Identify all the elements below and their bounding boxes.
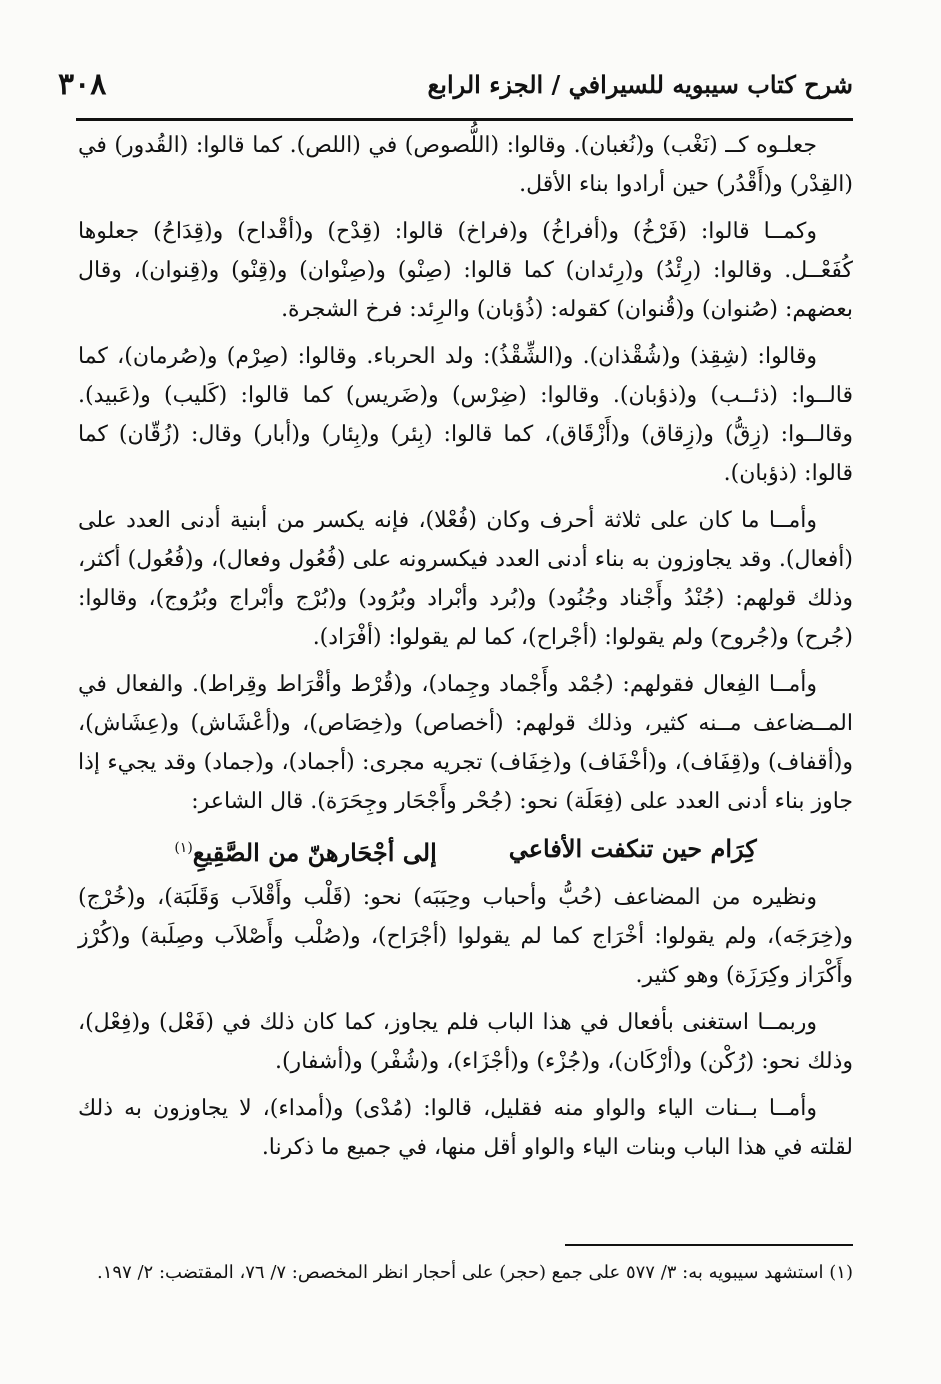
footnote-divider [565,1244,853,1246]
main-text [78,126,853,1175]
page-number: ٣٠٨ [58,66,107,102]
verse-second-hemistich-text: إلى أجْحَارهنّ من الصَّقِيعِ [192,838,437,867]
footnote: (١) استشهد سيبويه به: ٣/ ٥٧٧ على جمع (حجر) على أحجار انظر المخصص: ٧/ ٧٦، المقتضب: ٢/ ١٩٧. [97,1262,853,1283]
verse-second-hemistich [174,829,436,872]
verse-first-hemistich: كِرَام حين تنكفت الأفاعي [508,834,757,863]
paragraph: وأمــا ما كان على ثلاثة أحرف وكان (فُعْلا)، فإنه يكسر من أبنية أدنى العدد على (أفعال). وقد يجاوزون به بناء أدنى العدد فيكسرونه على (فُعُول وفعال)، و(فُعُول) أكثر، وذلك قولهم: (جُنْدُ وأَجْناد وجُنُود) و(بُرد وأبْراد وبُرُود) و(بُرْج وأبْراج وبُرُوج)، وقالوا: (جُرح) و(جُروح) ولم يقولوا: (أجْراح)، كما لم يقولوا: (أفْرَاد). [78,508,853,650]
paragraph: جعلـوه كــ (نَغْب) و(نُغبان). وقالوا: (اللُّصوص) في (اللص). كما قالوا: (القُدور) في (القِدْر) و(أَقْدُر) حين أرادوا بناء الأقل. [78,133,853,197]
poetry-verse [78,829,853,872]
paragraph: وقالوا: (شِقِذ) و(شُقْذان). و(الشِّقْذُ): ولد الحرباء. وقالوا: (صِرْم) و(صُرمان)، كما قالــوا: (ذئــب) و(ذؤبان). وقالوا: (ضِرْس) و(ضَريس) كما قالوا: (كَليب) و(عَبيد). وقالــوا: (زِقُّ) و(زِقاق) و(أَزْقَاق)، كما قالوا: (بِئر) و(بِئار) و(أبار) وقال: (زُقّان) كما قالوا: (ذؤبان). [78,344,853,486]
paragraph: وأمــا بــنات الياء والواو منه فقليل، قالوا: (مُدْى) و(أمداء)، لا يجاوزون به ذلك لقلته في هذا الباب وبنات الياء والواو أقل منها، في جميع ما ذكرنا. [78,1096,853,1160]
paragraph: وربمــا استغنى بأفعال في هذا الباب فلم يجاوز، كما كان ذلك في (فَعْل) و(فِعْل)، وذلك نحو: (رُكْن) و(أرْكَان)، و(جُزْء) و(أجْزَاء)، و(شُفْر) و(أشفار). [78,1010,853,1074]
footnote-marker: (١) [174,840,193,856]
paragraph: وكمــا قالوا: (فَرْخُ) و(أفراخُ) و(فراخ) قالوا: (قِدْح) و(أقْداح) و(قِدَاحُ) جعلوها كُفَعْــل. وقالوا: (رِئْدُ) و(رِئدان) كما قالوا: (صِنْو) و(صِنْوان) و(قِنْو) و(قِنوان)، وقال بعضهم: (صُنوان) و(قُنوان) كقوله: (ذُؤبان) والرِئد: فرخ الشجرة. [78,219,853,322]
paragraph: ونظيره من المضاعف (حُبُّ وأحباب وحِبَبَه) نحو: (قَلْب وأَقْلاَب وَقَلَبَة)، و(خُرْج) و(خِرَجَه)، ولم يقولوا: أخْرَاج كما لم يقولوا (أجْرَاح)، و(صُلْب وأَصْلاَب وصِلَبة) و(كُرْز وأَكْرَاز وكِرَزَة) وهو كثير. [78,885,853,988]
paragraph: وأمــا الفِعال فقولهم: (جُمْد وأَجْماد وجِماد)، و(قُرْط وأقْرَاط وقِراط). والفعال في المــضاعف مــنه كثير، وذلك قولهم: (أخصاص) و(خِصَاص)، و(أعْشَاش) و(عِشَاش)، و(أقفاف) و(قِفَاف)، و(أخْفَاف) و(خِفَاف) تجريه مجرى: (أجماد)، و(جماد) وقد يجيء إذا جاوز بناء أدنى العدد على (فِعَلَة) نحو: (جُحْر وأَجْحَار وجِحَرَة). قال الشاعر: [78,672,853,814]
running-title: شرح كتاب سيبويه للسيرافي / الجزء الرابع [427,69,853,99]
page-header [58,56,853,112]
header-divider [76,118,853,121]
